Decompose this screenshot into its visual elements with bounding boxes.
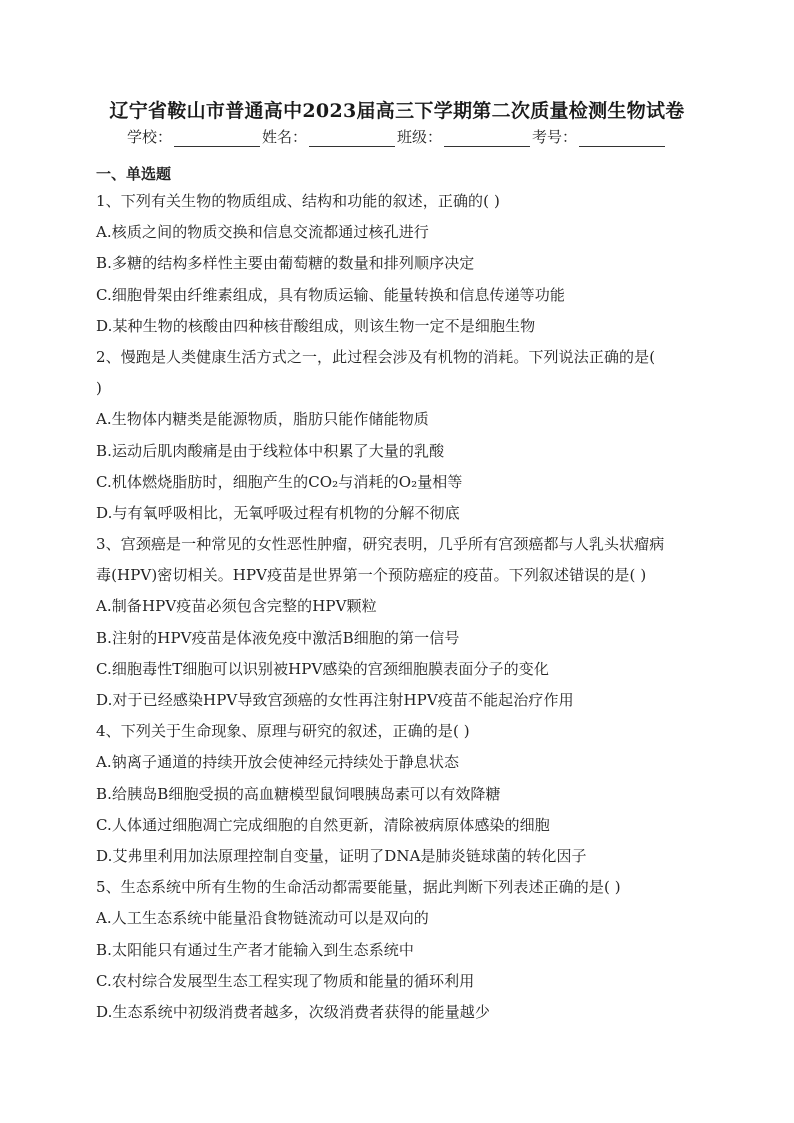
option-b: B.多糖的结构多样性主要由葡萄糖的数量和排列顺序决定 bbox=[96, 254, 475, 273]
exam-title: 辽宁省鞍山市普通高中2023届高三下学期第二次质量检测生物试卷 bbox=[109, 100, 685, 122]
question-2 bbox=[96, 342, 702, 529]
student-info-line bbox=[0, 126, 794, 147]
name-field bbox=[262, 126, 395, 147]
option-a: A.生物体内糖类是能源物质，脂肪只能作储能物质 bbox=[96, 410, 429, 429]
option-a: A.制备HPV疫苗必须包含完整的HPV颗粒 bbox=[96, 597, 377, 616]
option-b: B.注射的HPV疫苗是体液免疫中激活B细胞的第一信号 bbox=[96, 628, 460, 647]
question-content bbox=[96, 164, 702, 1028]
option-b: B.运动后肌肉酸痛是由于线粒体中积累了大量的乳酸 bbox=[96, 441, 445, 460]
question-stem-continued: ) bbox=[96, 379, 102, 398]
question-1 bbox=[96, 186, 702, 342]
question-stem-continued: 毒(HPV)密切相关。HPV疫苗是世界第一个预防癌症的疫苗。下列叙述错误的是( ) bbox=[96, 566, 647, 585]
question-stem: 4、下列关于生命现象、原理与研究的叙述，正确的是( ) bbox=[96, 722, 470, 741]
exam-number-blank[interactable] bbox=[579, 130, 665, 147]
name-blank[interactable] bbox=[309, 130, 395, 147]
question-stem: 1、下列有关生物的物质组成、结构和功能的叙述，正确的( ) bbox=[96, 192, 500, 210]
exam-number-label: 考号： bbox=[532, 128, 578, 146]
section-title: 一、单选题 bbox=[96, 165, 172, 183]
school-label: 学校： bbox=[126, 128, 172, 146]
option-d: D.对于已经感染HPV导致宫颈癌的女性再注射HPV疫苗不能起治疗作用 bbox=[96, 691, 574, 709]
option-c: C.细胞毒性T细胞可以识别被HPV感染的宫颈细胞膜表面分子的变化 bbox=[96, 659, 549, 678]
name-label: 姓名： bbox=[261, 128, 307, 146]
question-5 bbox=[96, 872, 702, 1028]
question-stem: 3、宫颈癌是一种常见的女性恶性肿瘤，研究表明，几乎所有宫颈癌都与人乳头状瘤病 bbox=[96, 535, 665, 554]
option-b: B.给胰岛B细胞受损的高血糖模型鼠饲喂胰岛素可以有效降糖 bbox=[96, 784, 501, 803]
option-d: D.生态系统中初级消费者越多，次级消费者获得的能量越少 bbox=[96, 1002, 490, 1021]
question-4 bbox=[96, 716, 702, 872]
class-label: 班级： bbox=[397, 128, 443, 146]
class-blank[interactable] bbox=[444, 130, 530, 147]
option-c: C.人体通过细胞凋亡完成细胞的自然更新，清除被病原体感染的细胞 bbox=[96, 815, 550, 834]
option-c: C.农村综合发展型生态工程实现了物质和能量的循环利用 bbox=[96, 971, 475, 990]
question-stem: 5、生态系统中所有生物的生命活动都需要能量，据此判断下列表述正确的是( ) bbox=[96, 878, 621, 897]
option-a: A.人工生态系统中能量沿食物链流动可以是双向的 bbox=[96, 909, 429, 928]
option-c: C.细胞骨架由纤维素组成，具有物质运输、能量转换和信息传递等功能 bbox=[96, 285, 565, 304]
option-a: A.核质之间的物质交换和信息交流都通过核孔进行 bbox=[96, 223, 429, 242]
option-d: D.与有氧呼吸相比，无氧呼吸过程有机物的分解不彻底 bbox=[96, 503, 460, 522]
question-3 bbox=[96, 529, 702, 716]
class-field bbox=[397, 126, 530, 147]
school-field bbox=[127, 126, 260, 147]
option-d: D.某种生物的核酸由四种核苷酸组成，则该生物一定不是细胞生物 bbox=[96, 316, 536, 335]
option-c: C.机体燃烧脂肪时，细胞产生的CO₂与消耗的O₂量相等 bbox=[96, 472, 463, 491]
option-b: B.太阳能只有通过生产者才能输入到生态系统中 bbox=[96, 940, 414, 959]
question-stem: 2、慢跑是人类健康生活方式之一，此过程会涉及有机物的消耗。下列说法正确的是( bbox=[96, 347, 656, 366]
option-a: A.钠离子通道的持续开放会使神经元持续处于静息状态 bbox=[96, 753, 460, 772]
option-d: D.艾弗里利用加法原理控制自变量，证明了DNA是肺炎链球菌的转化因子 bbox=[96, 846, 587, 865]
exam-number-field bbox=[532, 126, 665, 147]
school-blank[interactable] bbox=[174, 130, 260, 147]
